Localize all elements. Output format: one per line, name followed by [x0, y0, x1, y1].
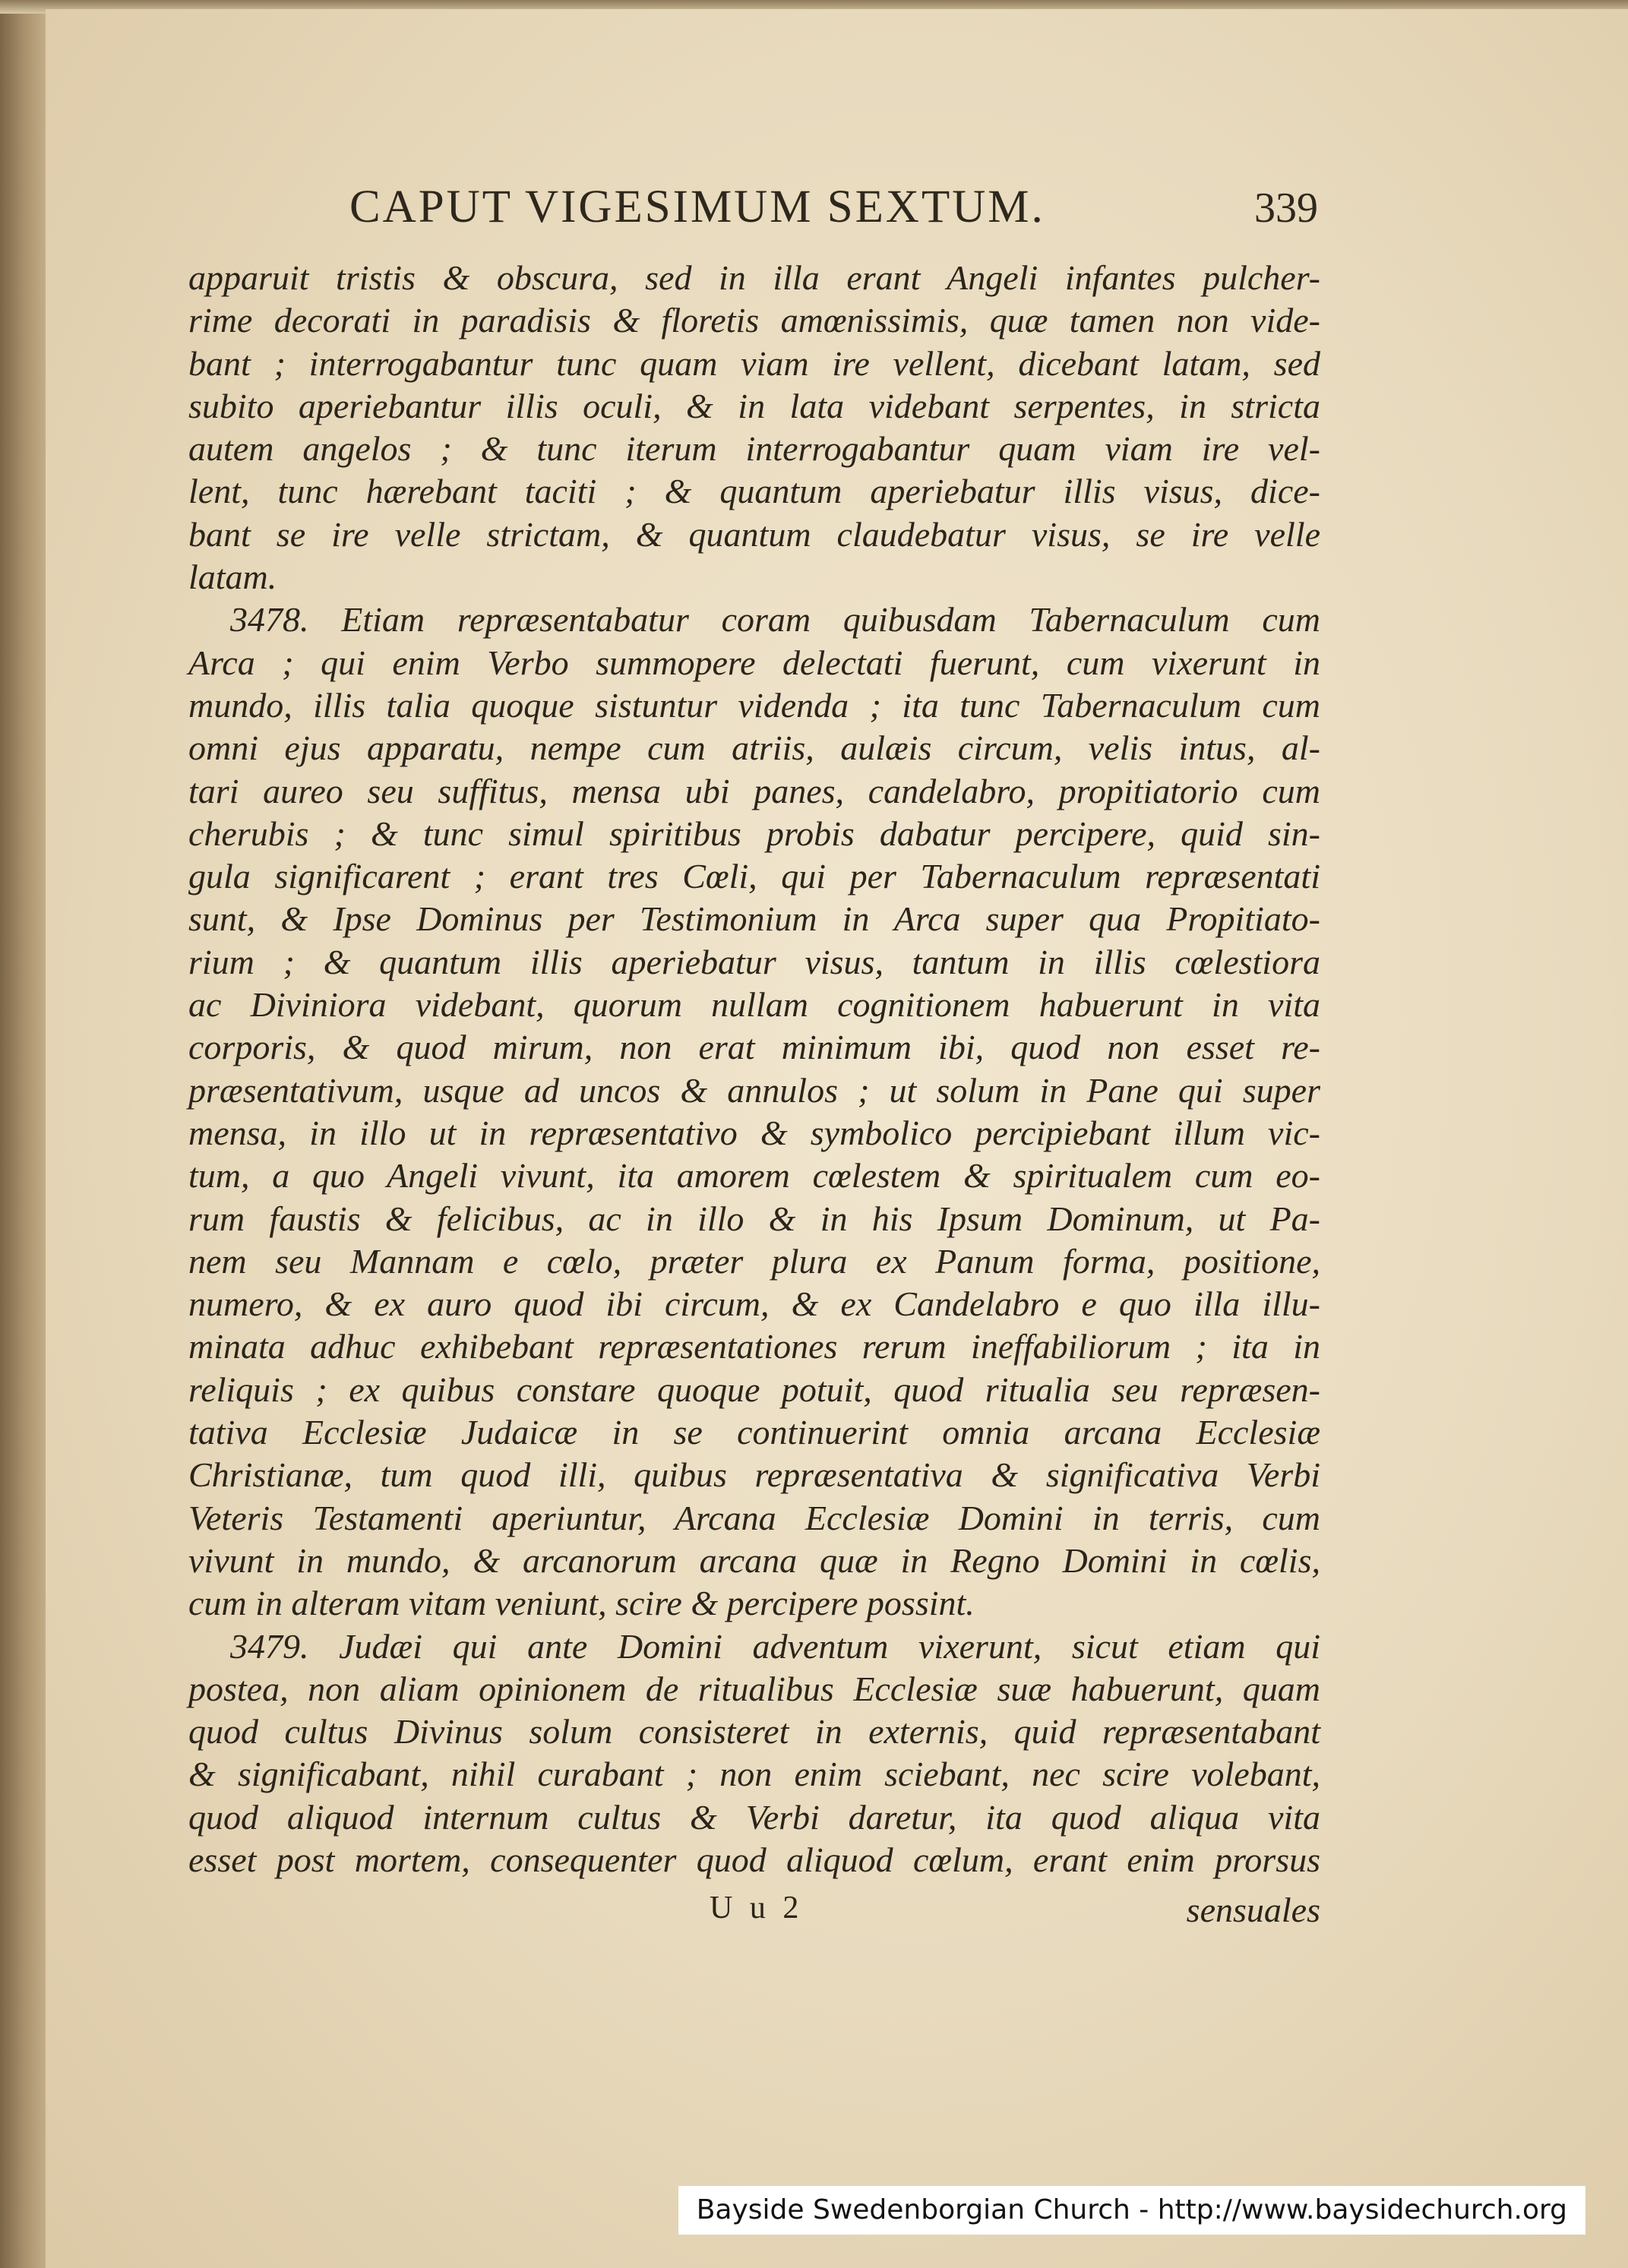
text-line: sunt, & Ipse Dominus per Testimonium in Arca super qua Propitiato-: [188, 899, 1320, 939]
text-line: præsentativum, usque ad uncos & annulos ; ut solum in Pane qui super: [188, 1070, 1320, 1110]
text-line: rime decorati in paradisis & floretis amœnissimis, quæ tamen non vide-: [188, 301, 1320, 340]
text-line: postea, non aliam opinionem de ritualibus Ecclesiæ suæ habuerunt, quam: [188, 1669, 1320, 1708]
text-line: mensa, in illo ut in repræsentativo & symbolico percipiebant illum vic-: [188, 1113, 1320, 1152]
watermark: Bayside Swedenborgian Church - http://www.baysidechurch.org: [678, 2186, 1585, 2235]
text-line: Veteris Testamenti aperiuntur, Arcana Ecclesiæ Domini in terris, cum: [188, 1498, 1320, 1537]
text-line: omni ejus apparatu, nempe cum atriis, aulæis circum, velis intus, al-: [188, 728, 1320, 768]
body-text: [188, 257, 1320, 1881]
text-line: quod cultus Divinus solum consisteret in externis, quid repræsentabant: [188, 1712, 1320, 1752]
text-line: cum in alteram vitam veniunt, scire & percipere possint.: [188, 1584, 975, 1623]
text-line: tum, a quo Angeli vivunt, ita amorem cœlestem & spiritualem cum eo-: [188, 1156, 1320, 1196]
text-line: bant ; interrogabantur tunc quam viam ire vellent, dicebant latam, sed: [188, 343, 1320, 383]
text-line: tari aureo seu suffitus, mensa ubi panes, candelabro, propitiatorio cum: [188, 771, 1320, 810]
text-line: 3479. Judæi qui ante Domini adventum vixerunt, sicut etiam qui: [230, 1626, 1320, 1666]
text-line: rium ; & quantum illis aperiebatur visus, tantum in illis cœlestiora: [188, 942, 1320, 981]
running-head: [349, 181, 1318, 249]
text-line: bant se ire velle strictam, & quantum claudebatur visus, se ire velle: [188, 514, 1320, 554]
chapter-title: CAPUT VIGESIMUM SEXTUM.: [349, 182, 1045, 232]
page-number: 339: [1254, 185, 1318, 232]
text-line: cherubis ; & tunc simul spiritibus probis dabatur percipere, quid sin-: [188, 813, 1320, 853]
text-line: autem angelos ; & tunc iterum interrogabantur quam viam ire vel-: [188, 429, 1320, 469]
text-line: tativa Ecclesiæ Judaicæ in se continuerint omnia arcana Ecclesiæ: [188, 1413, 1320, 1452]
text-line: Arca ; qui enim Verbo summopere delectati fuerunt, cum vixerunt in: [188, 643, 1320, 682]
text-line: vivunt in mundo, & arcanorum arcana quæ in Regno Domini in cœlis,: [188, 1540, 1320, 1580]
text-line: gula significarent ; erant tres Cœli, qui per Tabernaculum repræsentati: [188, 857, 1320, 896]
text-line: & significabant, nihil curabant ; non enim sciebant, nec scire volebant,: [188, 1755, 1320, 1794]
text-line: 3478. Etiam repræsentabatur coram quibusdam Tabernaculum cum: [230, 600, 1320, 640]
catchword: sensuales: [1186, 1891, 1320, 1929]
text-line: Christianæ, tum quod illi, quibus repræsentativa & significativa Verbi: [188, 1455, 1320, 1495]
signature-mark: U u 2: [710, 1891, 804, 1925]
text-line: esset post mortem, consequenter quod aliquod cœlum, erant enim prorsus: [188, 1840, 1320, 1879]
text-line: apparuit tristis & obscura, sed in illa erant Angeli infantes pulcher-: [188, 258, 1320, 297]
text-line: corporis, & quod mirum, non erat minimum ibi, quod non esset re-: [188, 1028, 1320, 1067]
text-line: ac Diviniora videbant, quorum nullam cognitionem habuerunt in vita: [188, 985, 1320, 1025]
text-line: minata adhuc exhibebant repræsentationes rerum ineffabiliorum ; ita in: [188, 1327, 1320, 1366]
text-line: lent, tunc hærebant taciti ; & quantum aperiebatur illis visus, dice-: [188, 472, 1320, 511]
text-line: mundo, illis talia quoque sistuntur videnda ; ita tunc Tabernaculum cum: [188, 685, 1320, 725]
text-line: rum faustis & felicibus, ac in illo & in his Ipsum Dominum, ut Pa-: [188, 1199, 1320, 1238]
text-line: quod aliquod internum cultus & Verbi daretur, ita quod aliqua vita: [188, 1797, 1320, 1837]
text-line: subito aperiebantur illis oculi, & in lata videbant serpentes, in stricta: [188, 386, 1320, 425]
text-line: latam.: [188, 558, 277, 597]
text-line: numero, & ex auro quod ibi circum, & ex Candelabro e quo illa illu-: [188, 1284, 1320, 1324]
text-line: reliquis ; ex quibus constare quoque potuit, quod ritualia seu repræsen-: [188, 1369, 1320, 1409]
page-footer: [188, 1890, 1320, 1935]
text-line: nem seu Mannam e cœlo, præter plura ex Panum forma, positione,: [188, 1241, 1320, 1281]
